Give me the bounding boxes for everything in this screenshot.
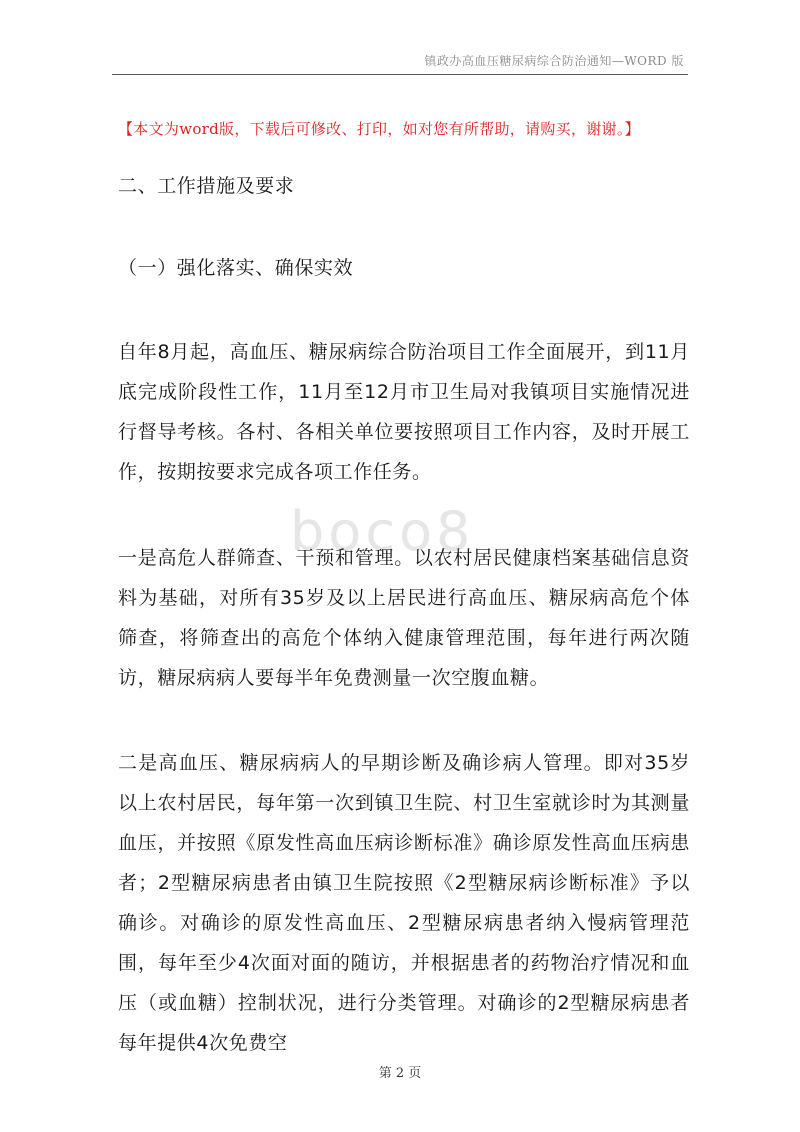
page-number: 第 2 页 [378, 1066, 422, 1081]
paragraph-schedule: 自年8月起，高血压、糖尿病综合防治项目工作全面展开，到11月底完成阶段性工作，11月至12月市卫生局对我镇项目实施情况进行督导考核。各村、各相关单位要按照项目工作内容，及时开展工作，按期按要求完成各项工作任务。 [118, 341, 690, 483]
paragraph-high-risk-screening: 一是高危人群筛查、干预和管理。以农村居民健康档案基础信息资料为基础，对所有35岁及以上居民进行高血压、糖尿病高危个体筛查，将筛查出的高危个体纳入健康管理范围，每年进行两次随访，糖尿病病人要每半年免费测量一次空腹血糖。 [118, 547, 690, 689]
paragraph-early-diagnosis: 二是高血压、糖尿病病人的早期诊断及确诊病人管理。即对35岁以上农村居民，每年第一次到镇卫生院、村卫生室就诊时为其测量血压，并按照《原发性高血压病诊断标准》确诊原发性高血压病患者；2型糖尿病患者由镇卫生院按照《2型糖尿病诊断标准》予以确诊。对确诊的原发性高血压、2型糖尿病患者纳入慢病管理范围，每年至少4次面对面的随访，并根据患者的药物治疗情况和血压（或血糖）控制状况，进行分类管理。对确诊的2型糖尿病患者每年提供4次免费空 [118, 752, 691, 1054]
watermark-text: boco8 [290, 500, 475, 563]
section-heading: 二、工作措施及要求 [118, 175, 295, 197]
download-notice: 【本文为word版，下载后可修改、打印，如对您有所帮助，请购买，谢谢。】 [118, 120, 640, 138]
document-header-title: 镇政办高血压糖尿病综合防治通知—WORD 版 [424, 54, 684, 68]
subsection-heading: （一）强化落实、确保实效 [118, 257, 354, 279]
header-divider [112, 74, 688, 75]
